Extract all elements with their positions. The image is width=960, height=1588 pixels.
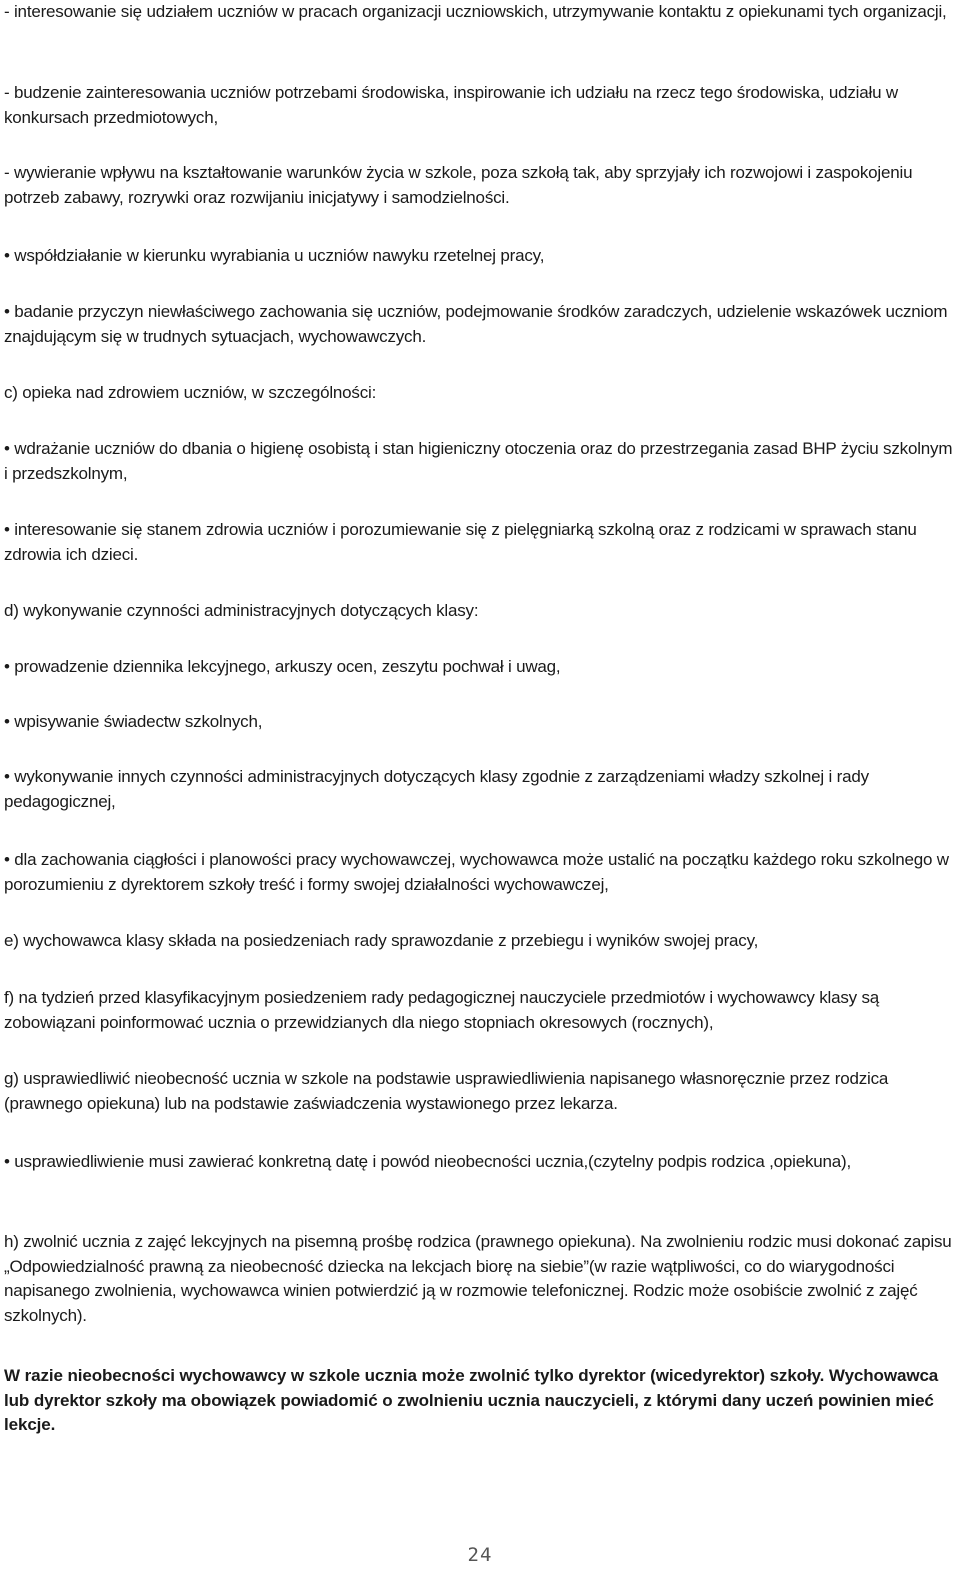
bullet-hygiene: • wdrażanie uczniów do dbania o higienę osobistą i stan higieniczny otoczenia oraz do przestrzegania zasad BHP życiu szkolnym i przedszkolnym, [4, 439, 953, 483]
page-number: 24 [467, 1544, 493, 1566]
paragraph-release-from-classes: h) zwolnić ucznia z zajęć lekcyjnych na pisemną prośbę rodzica (prawnego opiekuna). Na zwolnieniu rodzic musi dokonać zapisu „Odpowiedzialność prawną za nieobecność dziecka na lekcjach biorę na siebie”(w razie wątpliwości, co do wiarygodności napisanego zwolnienia, wychowawca winien potwierdzić ją w rozmowie telefonicznej. Rodzic może osobiście zwolnić z zajęć szkolnych). [4, 1232, 952, 1325]
bullet-behavior-causes: • badanie przyczyn niewłaściwego zachowania się uczniów, podejmowanie środków zaradczych, udzielenie wskazówek uczniom znajdującym się w trudnych sytuacjach, wychowawczych. [4, 302, 948, 346]
paragraph-student-organizations: - interesowanie się udziałem uczniów w pracach organizacji uczniowskich, utrzymywanie kontaktu z opiekunami tych organizacji, [4, 2, 947, 21]
heading-administrative-tasks: d) wykonywanie czynności administracyjnych dotyczących klasy: [4, 601, 479, 620]
heading-health-care: c) opieka nad zdrowiem uczniów, w szczególności: [4, 383, 377, 402]
bullet-honest-work: • współdziałanie w kierunku wyrabiania u uczniów nawyku rzetelnej pracy, [4, 246, 545, 265]
bullet-excuse-content: • usprawiedliwienie musi zawierać konkretną datę i powód nieobecności ucznia,(czytelny podpis rodzica ,opiekuna), [4, 1152, 852, 1171]
paragraph-report: e) wychowawca klasy składa na posiedzeniach rady sprawozdanie z przebiegu i wyników swojej pracy, [4, 931, 759, 950]
paragraph-absence-excuse: g) usprawiedliwić nieobecność ucznia w szkole na podstawie usprawiedliwienia napisanego własnoręcznie przez rodzica (prawnego opiekuna) lub na podstawie zaświadczenia wystawionego przez lekarza. [4, 1069, 889, 1113]
bullet-health-interest: • interesowanie się stanem zdrowia uczniów i porozumiewanie się z pielęgniarką szkolną oraz z rodzicami w sprawach stanu zdrowia ich dzieci. [4, 520, 917, 564]
bullet-continuity: • dla zachowania ciągłości i planowości pracy wychowawczej, wychowawca może ustalić na początku każdego roku szkolnego w porozumieniu z dyrektorem szkoły treść i formy swojej działalności wychowawczej, [4, 850, 949, 894]
bullet-certificates: • wpisywanie świadectw szkolnych, [4, 712, 263, 731]
paragraph-grades-notice: f) na tydzień przed klasyfikacyjnym posiedzeniem rady pedagogicznej nauczyciele przedmiotów i wychowawcy klasy są zobowiązani poinformować ucznia o przewidzianych dla niego stopniach okresowych (rocznych), [4, 988, 880, 1032]
bullet-class-register: • prowadzenie dziennika lekcyjnego, arkuszy ocen, zeszytu pochwał i uwag, [4, 657, 561, 676]
paragraph-absence-of-teacher: W razie nieobecności wychowawcy w szkole ucznia może zwolnić tylko dyrektor (wicedyrektor) szkoły. Wychowawca lub dyrektor szkoły ma obowiązek powiadomić o zwolnieniu ucznia nauczycieli, z którymi dany uczeń powinien mieć lekcje. [4, 1366, 939, 1434]
paragraph-living-conditions: - wywieranie wpływu na kształtowanie warunków życia w szkole, poza szkołą tak, aby sprzyjały ich rozwojowi i zaspokojeniu potrzeb zabawy, rozrywki oraz rozwijaniu inicjatywy i samodzielności. [4, 163, 913, 207]
paragraph-environment-interest: - budzenie zainteresowania uczniów potrzebami środowiska, inspirowanie ich udziału na rzecz tego środowiska, udziału w konkursach przedmiotowych, [4, 83, 898, 127]
bullet-other-admin-tasks: • wykonywanie innych czynności administracyjnych dotyczących klasy zgodnie z zarządzeniami władzy szkolnej i rady pedagogicznej, [4, 767, 869, 811]
